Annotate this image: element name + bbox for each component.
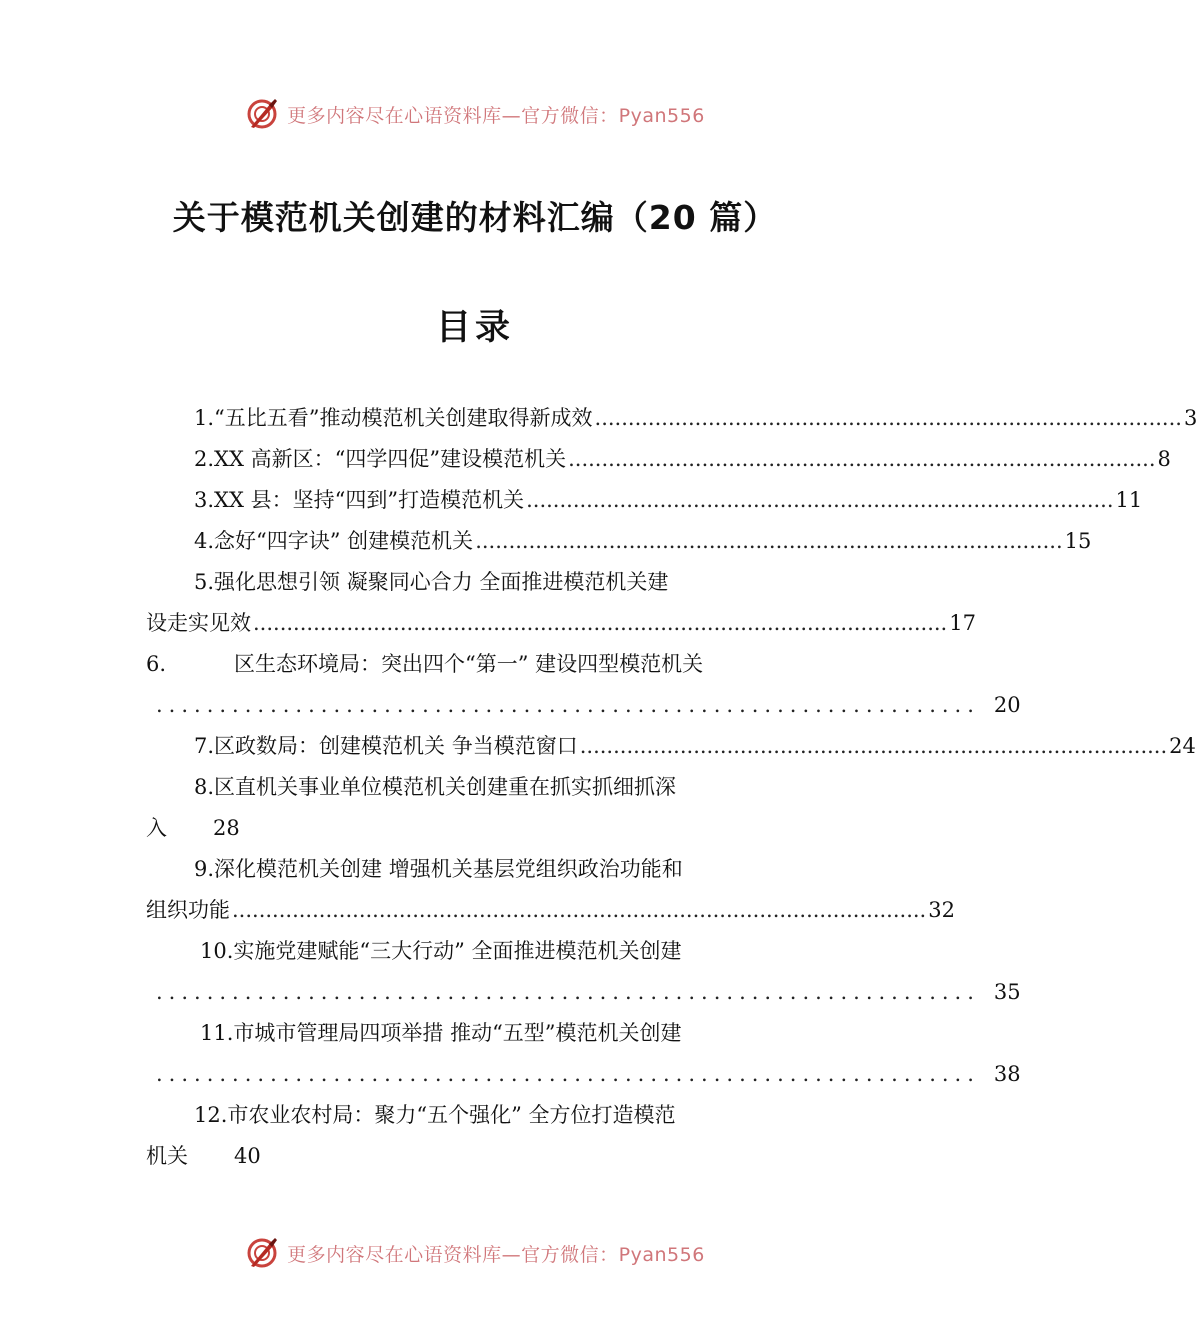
watermark-header — [0, 94, 950, 134]
document-title: 关于模范机关创建的材料汇编（20 篇） — [172, 198, 778, 237]
toc-entry-11-line-2[interactable]: ................................................................. 38 — [146, 1054, 806, 1095]
leader-dots: ................................................................. — [156, 1062, 980, 1086]
toc-entry-6-line-1[interactable]: 6. 区生态环境局：突出四个“第一” 建设四型模范机关 — [146, 652, 704, 676]
toc-entry-4[interactable]: 4.念好“四字诀” 创建模范机关 ........................................................................................ 15 — [146, 521, 806, 562]
toc-entry-6-line-2[interactable]: ................................................................. 20 — [146, 685, 806, 726]
pen-logo-icon — [245, 97, 279, 131]
leader-dots: ........................................................................................ — [594, 406, 1182, 430]
leader-dots: ........................................................................................................ — [232, 898, 927, 922]
toc-entry-1[interactable]: 1.“五比五看”推动模范机关创建取得新成效 ........................................................................................ 3 — [146, 398, 806, 439]
toc-entry-10-line-2[interactable]: ................................................................. 35 — [146, 972, 806, 1013]
toc-entry-11-line-1[interactable]: 11.市城市管理局四项举措 推动“五型”模范机关创建 — [200, 1021, 682, 1045]
watermark-text: 更多内容尽在心语资料库—官方微信：Pyan556 — [287, 104, 705, 127]
toc-entry-3[interactable]: 3.XX 县：坚持“四到”打造模范机关 ........................................................................................ 11 — [146, 480, 806, 521]
toc-entry-12-line-1[interactable]: 12.市农业农村局：聚力“五个强化” 全方位打造模范 — [194, 1103, 676, 1127]
toc-entry-8-line-2[interactable]: 入 28 — [146, 816, 240, 840]
toc-entry-9-line-1[interactable]: 9.深化模范机关创建 增强机关基层党组织政治功能和 — [194, 857, 683, 881]
leader-dots: ........................................................................................ — [475, 529, 1063, 553]
toc-entry-8-line-1[interactable]: 8.区直机关事业单位模范机关创建重在抓实抓细抓深 — [194, 775, 677, 799]
leader-dots: ........................................................................................ — [526, 488, 1114, 512]
leader-dots: ................................................................. — [156, 693, 980, 717]
watermark-footer — [0, 1233, 950, 1273]
table-of-contents — [146, 398, 1197, 1177]
toc-entry-2[interactable]: 2.XX 高新区：“四学四促”建设模范机关 ........................................................................................ 8 — [146, 439, 806, 480]
toc-entry-12-line-2[interactable]: 机关 40 — [146, 1144, 261, 1168]
toc-entry-5-line-2[interactable]: 设走实见效 ........................................................................................................ 17 — [146, 603, 806, 644]
toc-heading: 目录 — [435, 308, 514, 348]
pen-logo-icon — [245, 1236, 279, 1270]
leader-dots: ........................................................................................ — [568, 447, 1156, 471]
leader-dots: ........................................................................................................ — [253, 611, 948, 635]
toc-entry-7[interactable]: 7.区政数局：创建模范机关 争当模范窗口 ........................................................................................ 24 — [146, 726, 806, 767]
leader-dots: ........................................................................................ — [579, 734, 1168, 758]
watermark-text: 更多内容尽在心语资料库—官方微信：Pyan556 — [287, 1243, 705, 1266]
toc-entry-10-line-1[interactable]: 10.实施党建赋能“三大行动” 全面推进模范机关创建 — [200, 939, 682, 963]
toc-entry-9-line-2[interactable]: 组织功能 ........................................................................................................ 32 — [146, 890, 806, 931]
leader-dots: ................................................................. — [156, 980, 980, 1004]
toc-entry-5-line-1[interactable]: 5.强化思想引领 凝聚同心合力 全面推进模范机关建 — [194, 570, 669, 594]
